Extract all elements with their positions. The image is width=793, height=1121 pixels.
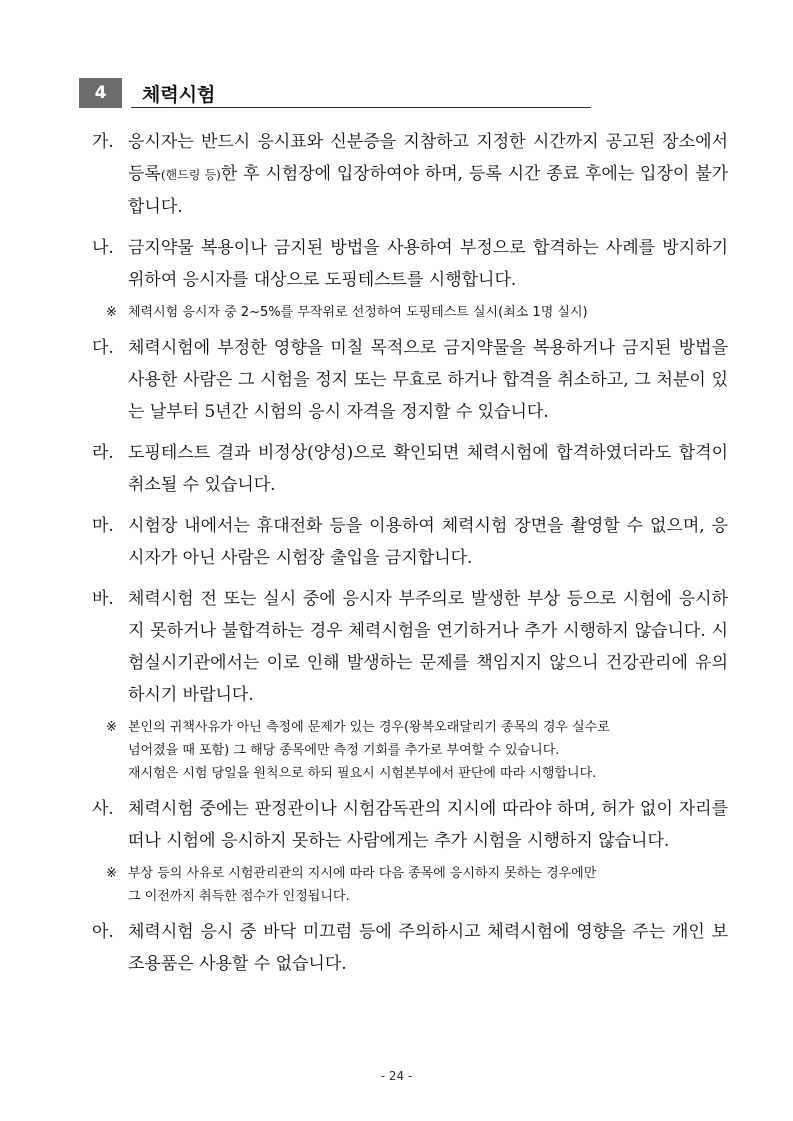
note-line: 본인의 귀책사유가 아닌 측정에 문제가 있는 경우(왕복오래달리기 종목의 경우 실수로 [128,720,610,735]
list-item-na [92,232,728,296]
item-text: 체력시험 전 또는 실시 중에 응시자 부주의로 발생한 부상 등으로 시험에 응시하지 못하거나 불합격하는 경우 체력시험을 연기하거나 추가 시행하지 않습니다. 시험실시기관에서는 이로 인해 발생하는 문제를 책임지지 않으니 건강관리에 유의하시기 바랍니다. [128,589,728,705]
item-label: 바. [92,589,114,609]
note-line: 재시험은 시험 당일을 원칙으로 하되 필요시 시험본부에서 판단에 따라 시행합니다. [128,766,597,781]
item-text: 체력시험에 부정한 영향을 미칠 목적으로 금지약물을 복용하거나 금지된 방법을 사용한 사람은 그 시험을 정지 또는 무효로 하거나 합격을 취소하고, 그 처분이 있는 날부터 5년간 시험의 응시 자격을 정지할 수 있습니다. [128,338,728,422]
section-title: 체력시험 [142,84,216,106]
item-text: 응시자는 반드시 응시표와 신분증을 지참하고 지정한 시간까지 공고된 장소에서 등록(핸드링 등)한 후 시험장에 입장하여야 하며, 등록 시간 종료 후에는 입장이 불가합니다. [128,132,728,217]
item-label: 다. [92,338,114,358]
item-label: 라. [92,443,114,463]
item-label: 사. [92,799,114,819]
item-label: 아. [92,922,114,942]
note-mark: ※ [106,720,117,735]
item-text: 도핑테스트 결과 비정상(양성)으로 확인되면 체력시험에 합격하였더라도 합격이 취소될 수 있습니다. [128,443,728,495]
list-item-ba [92,583,728,711]
list-item-ra [92,437,728,501]
note-line: 넘어졌을 때 포함) 그 해당 종목에만 측정 기회를 추가로 부여할 수 있습니다. [128,743,560,758]
item-text: 체력시험 중에는 판정관이나 시험감독관의 지시에 따라야 하며, 허가 없이 자리를 떠나 시험에 응시하지 못하는 사람에게는 추가 시험을 시행하지 않습니다. [128,799,728,851]
note-injury [106,862,728,908]
item-label: 가. [92,132,114,152]
document-body [92,126,728,989]
item-text: 시험장 내에서는 휴대전화 등을 이용하여 체력시험 장면을 촬영할 수 없으며, 응시자가 아닌 사람은 시험장 출입을 금지합니다. [128,516,728,568]
list-item-sa [92,793,728,857]
section-rule [131,107,591,108]
section-number: 4 [79,78,122,108]
note-line: 체력시험 응시자 중 2~5%를 무작위로 선정하여 도핑테스트 실시(최소 1명 실시) [128,305,588,320]
list-item-ma [92,510,728,574]
item-label: 마. [92,516,114,536]
note-doping [106,301,728,324]
page-number: - 24 - [380,1069,413,1083]
note-mark: ※ [106,305,117,320]
list-item-da [92,332,728,428]
item-text: 금지약물 복용이나 금지된 방법을 사용하여 부정으로 합격하는 사례를 방지하기 위하여 응시자를 대상으로 도핑테스트를 시행합니다. [128,238,728,290]
list-item-a [92,916,728,980]
note-retest [106,716,728,785]
note-mark: ※ [106,866,117,881]
list-item-ga [92,126,728,223]
item-label: 나. [92,238,114,258]
section-header [79,78,591,108]
item-text: 체력시험 응시 중 바닥 미끄럼 등에 주의하시고 체력시험에 영향을 주는 개인 보조용품은 사용할 수 없습니다. [128,922,728,974]
note-line: 그 이전까지 취득한 점수가 인정됩니다. [128,889,350,904]
note-line: 부상 등의 사유로 시험관리관의 지시에 따라 다음 종목에 응시하지 못하는 경우에만 [128,866,597,881]
